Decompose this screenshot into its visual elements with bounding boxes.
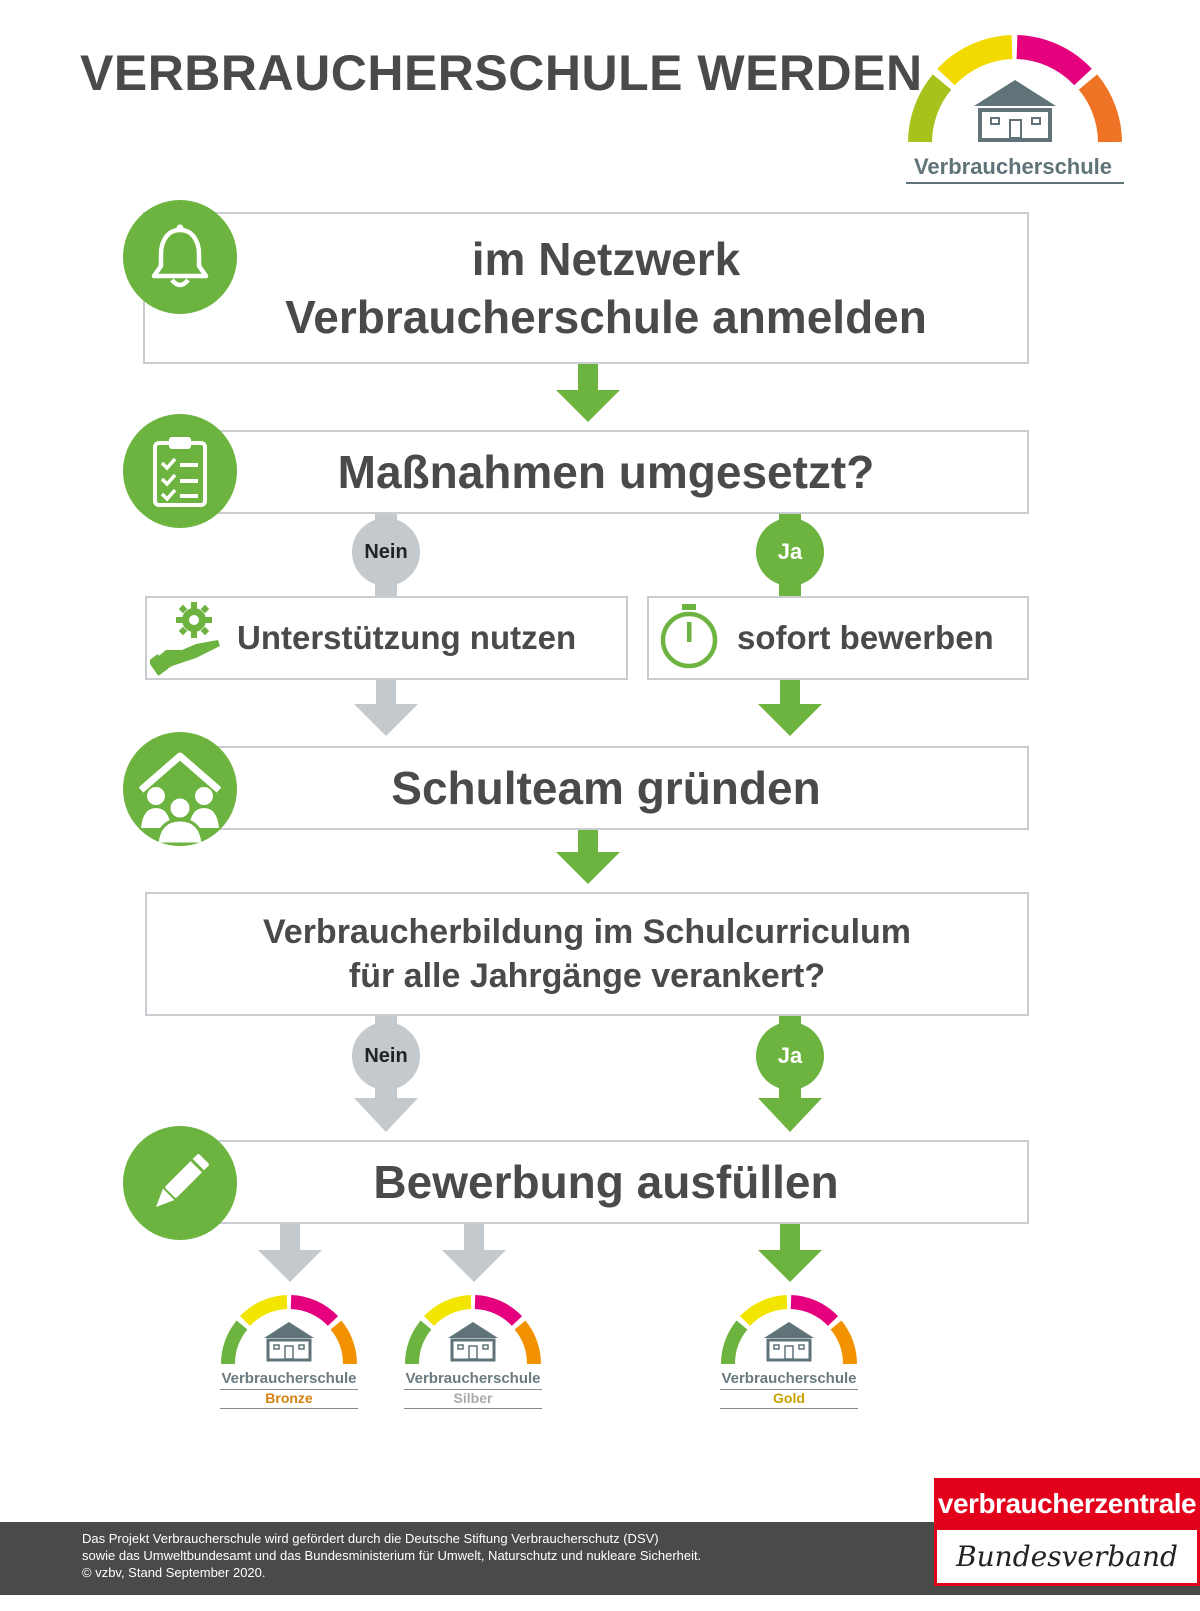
yes-decision-1 xyxy=(756,518,824,586)
arrow-down-icon xyxy=(758,680,822,738)
badge-silber-label: Verbraucherschule xyxy=(405,1370,541,1387)
logo-arc-icon xyxy=(900,30,1130,155)
badge-silber xyxy=(400,1288,546,1412)
support-label: Unterstützung nutzen xyxy=(237,619,577,656)
arrow-down-icon xyxy=(758,1098,822,1134)
no-decision-1 xyxy=(352,518,420,586)
brand-bottom xyxy=(934,1530,1200,1586)
verbraucherschule-logo xyxy=(900,30,1130,190)
badge-gold-level: Gold xyxy=(773,1390,805,1406)
arrow-down-icon xyxy=(354,680,418,738)
bell-icon xyxy=(123,200,237,314)
checklist-icon xyxy=(123,414,237,528)
brand-top xyxy=(934,1478,1200,1530)
badge-bronze xyxy=(216,1288,362,1412)
badge-gold-underline xyxy=(720,1408,858,1409)
stopwatch-icon xyxy=(656,602,722,672)
application-step-label: Bewerbung ausfüllen xyxy=(373,1156,839,1208)
no-decision-1-label: Nein xyxy=(364,540,408,563)
team-step-box xyxy=(143,746,1029,830)
badge-silber-level: Silber xyxy=(453,1390,493,1406)
measures-step-box xyxy=(143,430,1029,514)
brand-line2: Bundesverband xyxy=(956,1540,1178,1573)
curriculum-step-line1: Verbraucherbildung im Schulcurriculum xyxy=(262,913,912,951)
curriculum-step-line2: für alle Jahrgänge verankert? xyxy=(348,957,826,995)
badge-arc-icon xyxy=(716,1288,862,1368)
logo-label: Verbraucherschule xyxy=(913,154,1113,179)
footer-line-2: sowie das Umweltbundesamt und das Bundesministerium für Umwelt, Naturschutz und nukleare Sicherheit. xyxy=(82,1548,702,1563)
footer-text xyxy=(82,1530,701,1581)
brand-line1: verbraucherzentrale xyxy=(937,1488,1197,1519)
register-step-line1: im Netzwerk xyxy=(471,233,741,285)
apply-now-label: sofort bewerben xyxy=(737,619,994,656)
arrow-down-icon xyxy=(258,1224,322,1284)
curriculum-step-box xyxy=(145,892,1029,1016)
yes-decision-2 xyxy=(756,1022,824,1090)
badge-bronze-label: Verbraucherschule xyxy=(221,1370,357,1387)
measures-step-label: Maßnahmen umgesetzt? xyxy=(337,446,875,498)
badge-bronze-underline xyxy=(220,1408,358,1409)
register-step-box xyxy=(143,212,1029,364)
application-step-box xyxy=(143,1140,1029,1224)
footer-line-1: Das Projekt Verbraucherschule wird gefördert durch die Deutsche Stiftung Verbraucherschutz (DSV) xyxy=(82,1531,659,1546)
register-step-line2: Verbraucherschule anmelden xyxy=(285,291,927,343)
arrow-down-icon xyxy=(556,830,620,886)
logo-underline xyxy=(906,182,1124,184)
badge-arc-icon xyxy=(400,1288,546,1368)
arrow-down-icon xyxy=(556,364,620,424)
badge-bronze-level: Bronze xyxy=(265,1390,313,1406)
pencil-icon xyxy=(123,1126,237,1240)
badge-gold xyxy=(716,1288,862,1412)
footer-line-3: © vzbv, Stand September 2020. xyxy=(82,1565,266,1580)
no-decision-2-label: Nein xyxy=(364,1044,408,1067)
page-title: VERBRAUCHERSCHULE WERDEN xyxy=(80,45,923,101)
arrow-down-icon xyxy=(354,1098,418,1134)
badge-gold-label: Verbraucherschule xyxy=(721,1370,857,1387)
hand-gear-icon xyxy=(150,600,226,676)
yes-decision-1-label: Ja xyxy=(777,539,803,564)
yes-decision-2-label: Ja xyxy=(777,1043,803,1068)
team-step-label: Schulteam gründen xyxy=(391,762,821,814)
no-decision-2 xyxy=(352,1022,420,1090)
team-house-icon xyxy=(123,732,237,846)
badge-silber-underline xyxy=(404,1408,542,1409)
arrow-down-icon xyxy=(758,1224,822,1284)
verbraucherzentrale-logo xyxy=(934,1478,1200,1611)
arrow-down-icon xyxy=(442,1224,506,1284)
badge-arc-icon xyxy=(216,1288,362,1368)
